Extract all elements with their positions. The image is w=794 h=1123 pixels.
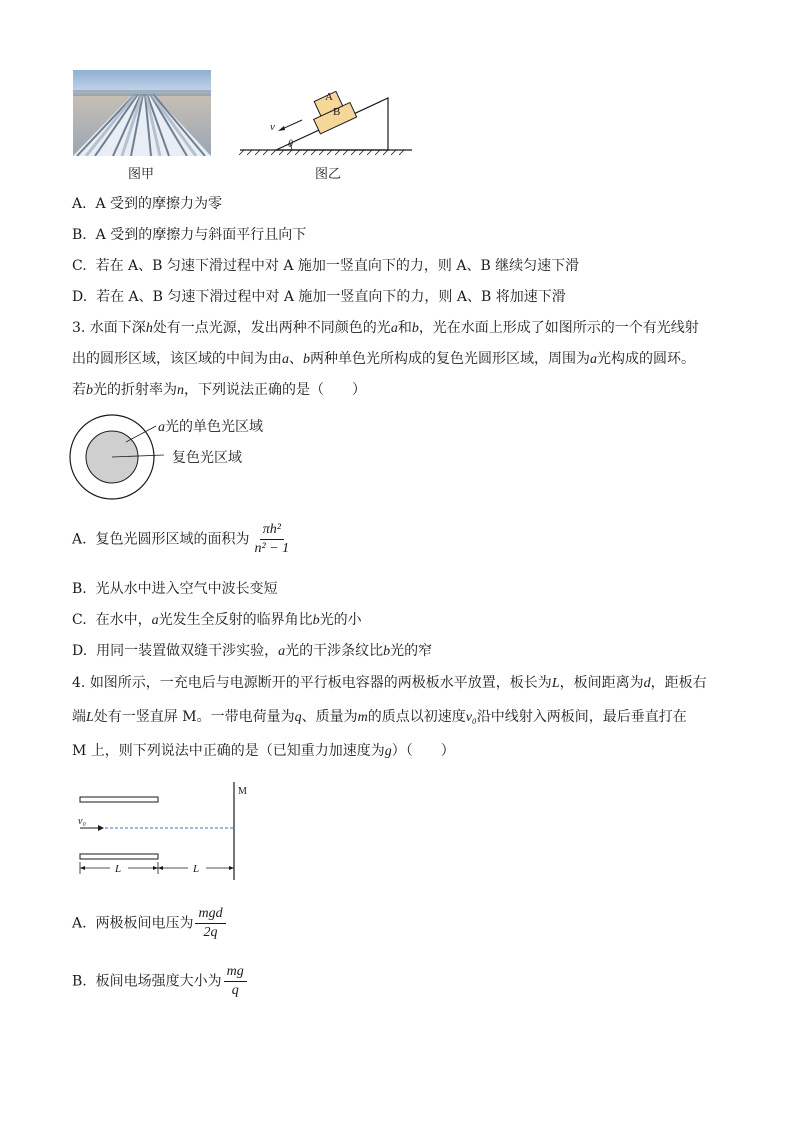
fraction-field: $\frac{mg}{q}$ (224, 964, 247, 999)
q4-stem-line1: 4. 如图所示，一充电后与电源断开的平行板电容器的两极板水平放置，板长为L，板间距离为d，距板右 (72, 675, 707, 691)
q3-option-d[interactable]: D. 用同一装置做双缝干涉实验，a光的干涉条纹比b光的窄 (72, 643, 433, 659)
ring-region-label: a光的单色光区域 (158, 419, 263, 435)
q3-stem-line2: 出的圆形区域，该区域的中间为由a、b两种单色光所构成的复色光圆形区域，周围为a光构成的圆环。 (72, 351, 695, 367)
q3-stem-line1: 3. 水面下深h处有一点光源，发出两种不同颜色的光a和b，光在水面上形成了如图所示的一个有光线射 (72, 320, 699, 336)
incline-diagram (236, 80, 416, 156)
q2-option-c[interactable]: C. 若在 A、B 匀速下滑过程中对 A 施加一竖直向下的力，则 A、B 继续匀速下滑 (72, 258, 580, 274)
block-a-label: A (325, 91, 333, 103)
figure-jia-caption: 图甲 (128, 167, 155, 182)
q3-option-b[interactable]: B. 光从水中进入空气中波长变短 (72, 581, 278, 597)
capacitor-diagram (74, 782, 264, 882)
angle-label: θ (288, 139, 293, 150)
q3-option-a[interactable]: A. 复色光圆形区域的面积为 $\frac{\text{πh²}}{\text{n² − 1}}$ (72, 522, 292, 557)
photo-rails-image (73, 70, 211, 156)
velocity-label: v (270, 121, 275, 133)
q4-option-b[interactable]: B. 板间电场强度大小为 $\frac{mg}{q}$ (72, 964, 247, 999)
block-b-label: B (333, 106, 341, 118)
q4-stem-line3: M 上，则下列说法中正确的是（已知重力加速度为g）（ ） (72, 743, 455, 759)
plate-length-label: L (115, 863, 122, 875)
figure-yi-caption: 图乙 (315, 167, 342, 182)
q3-stem-line3: 若b光的折射率为n，下列说法正确的是（ ） (72, 382, 366, 398)
q3-option-c[interactable]: C. 在水中，a光发生全反射的临界角比b光的小 (72, 612, 362, 628)
center-region-label: 复色光区域 (172, 450, 242, 466)
q2-option-a[interactable]: A. A 受到的摩擦力为零 (72, 196, 223, 212)
fraction-voltage: $\frac{\text{mgd}}{2q}$ (195, 906, 225, 941)
q2-option-b[interactable]: B. A 受到的摩擦力与斜面平行且向下 (72, 227, 307, 243)
q2-option-d[interactable]: D. 若在 A、B 匀速下滑过程中对 A 施加一竖直向下的力，则 A、B 将加速下滑 (72, 289, 566, 305)
fraction-area: $\frac{\text{πh²}}{\text{n² − 1}}$ (254, 522, 290, 556)
initial-velocity-label: v₀ (78, 816, 86, 827)
screen-m-label: M (238, 786, 247, 797)
q4-stem-line2: 端L处有一竖直屏 M。一带电荷量为q、质量为m的质点以初速度v₀沿中线射入两板间，最后垂直打在 (72, 709, 687, 725)
q4-option-a[interactable]: A. 两极板间电压为 $\frac{\text{mgd}}{2q}$ (72, 906, 226, 941)
screen-distance-label: L (193, 863, 200, 875)
